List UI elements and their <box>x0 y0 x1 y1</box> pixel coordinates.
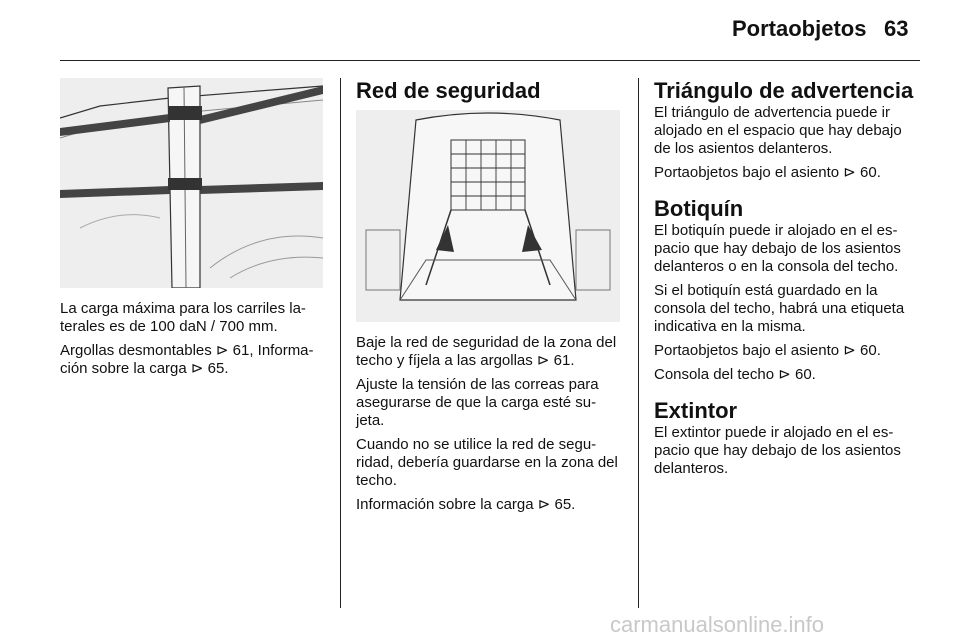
paragraph: Portaobjetos bajo el asiento ⊳ 60. <box>654 164 881 181</box>
page-number: 63 <box>884 16 909 41</box>
paragraph: Consola del techo ⊳ 60. <box>654 366 816 383</box>
paragraph: Portaobjetos bajo el asiento ⊳ 60. <box>654 342 881 359</box>
page-header-title: Portaobjetos <box>732 16 867 41</box>
header-rule <box>60 60 920 61</box>
section-heading: Extintor <box>654 398 738 423</box>
paragraph: Información sobre la carga ⊳ 65. <box>356 496 576 513</box>
cargo-rails-illustration <box>60 78 323 288</box>
paragraph: El extintor puede ir alojado en el es-pacio que hay debajo de los asientos delanteros. <box>654 424 901 477</box>
paragraph: Baje la red de seguridad de la zona del techo y fíjela a las argollas ⊳ 61. <box>356 334 617 369</box>
paragraph: La carga máxima para los carriles la-terales es de 100 daN / 700 mm. <box>60 300 306 335</box>
column-1-text <box>60 300 325 384</box>
paragraph: Ajuste la tensión de las correas para asegurarse de que la carga esté su-jeta. <box>356 376 599 429</box>
paragraph: El botiquín puede ir alojado en el es-pacio que hay debajo de los asientos delanteros o en la consola del techo. <box>654 222 901 275</box>
paragraph: El triángulo de advertencia puede ir alojado en el espacio que hay debajo de los asientos delanteros. <box>654 104 902 157</box>
watermark: carmanualsonline.info <box>610 612 825 637</box>
section-heading: Red de seguridad <box>356 78 541 103</box>
paragraph: Argollas desmontables ⊳ 61, Informa-ción sobre la carga ⊳ 65. <box>60 342 314 377</box>
section-heading: Botiquín <box>654 196 744 221</box>
section-heading: Triángulo de advertencia <box>654 78 914 103</box>
column-2-text <box>356 334 622 520</box>
column-divider <box>340 78 341 608</box>
paragraph: Si el botiquín está guardado en la consola del techo, habrá una etiqueta indicativa en la misma. <box>654 282 905 335</box>
column-divider <box>638 78 639 608</box>
paragraph: Cuando no se utilice la red de segu-ridad, debería guardarse en la zona del techo. <box>356 436 618 489</box>
column-3 <box>654 78 922 484</box>
column-2 <box>356 78 622 104</box>
safety-net-illustration <box>356 110 620 322</box>
